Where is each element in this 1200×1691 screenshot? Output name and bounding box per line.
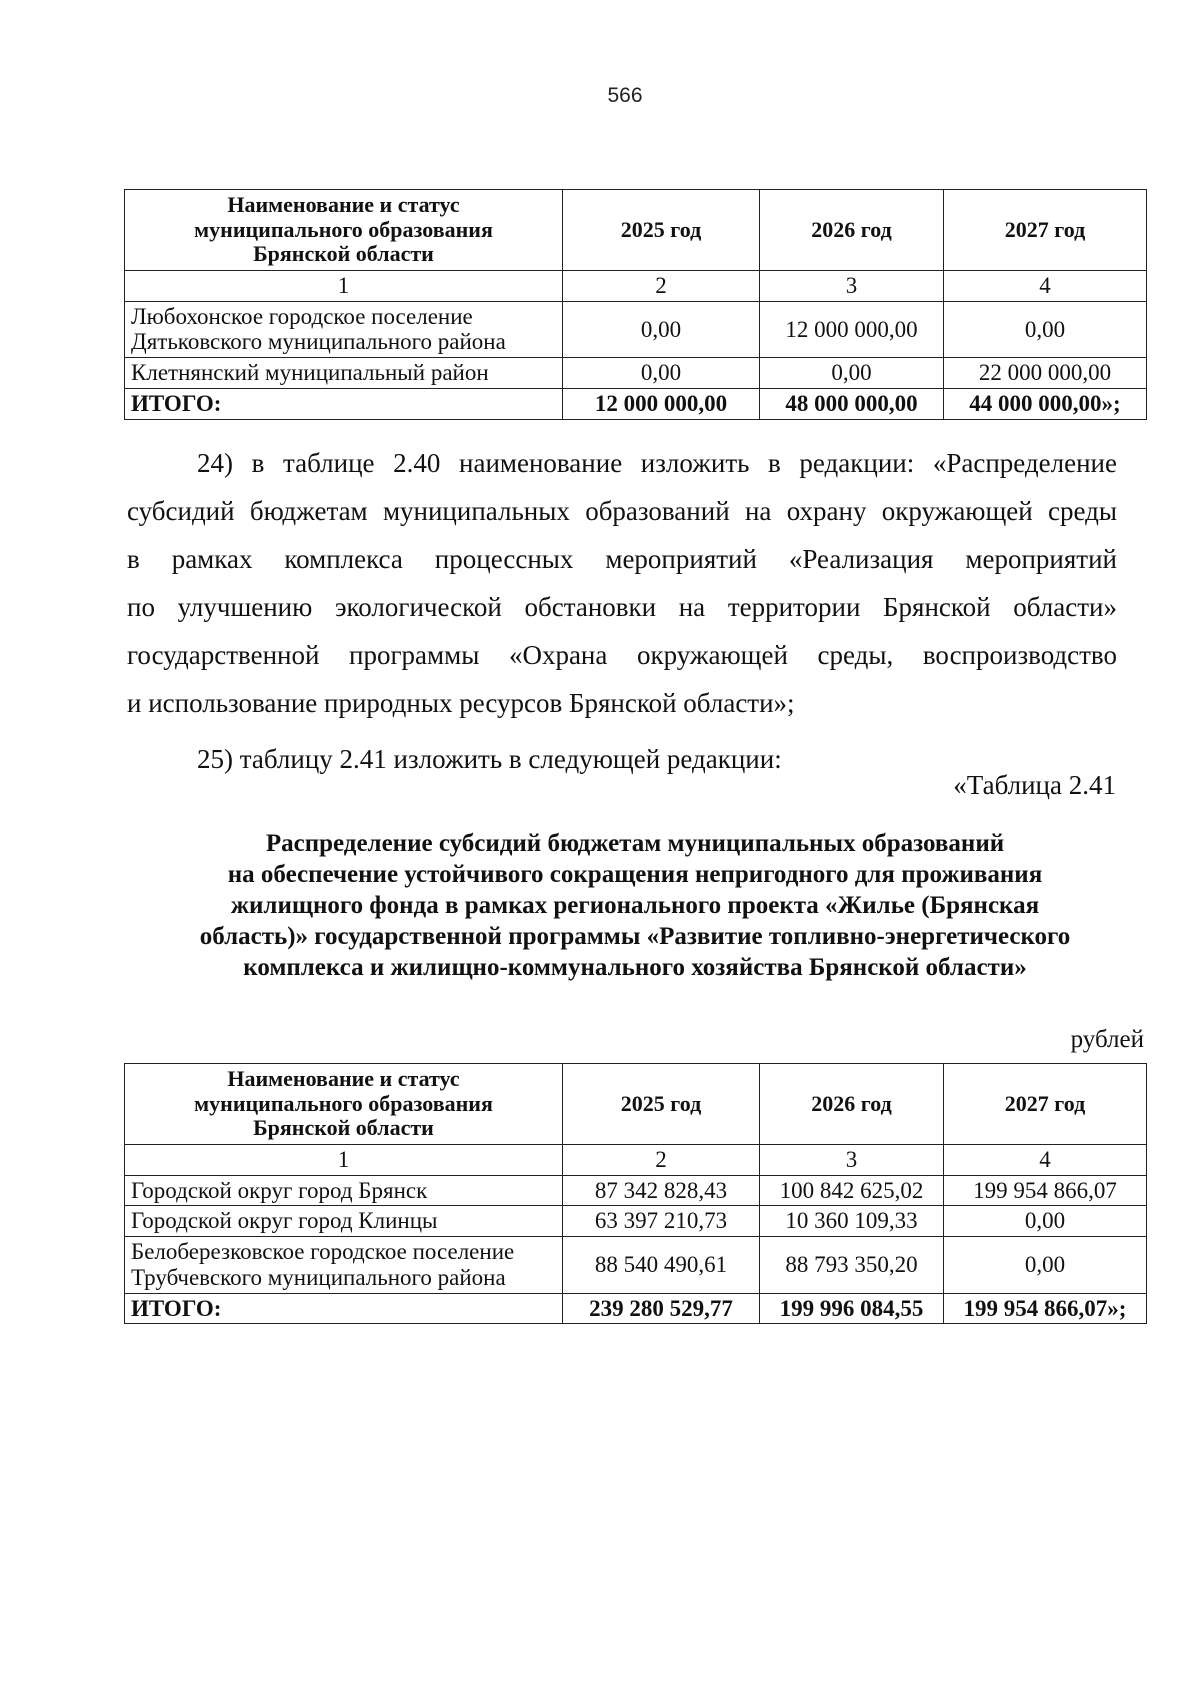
value-2025: 88 540 490,61 <box>563 1237 760 1294</box>
column-index: 3 <box>760 270 944 301</box>
total-2025: 12 000 000,00 <box>563 388 760 419</box>
municipality-name: Белоберезковское городское поселение Трубчевского муниципального района <box>125 1237 563 1294</box>
value-2025: 87 342 828,43 <box>563 1175 760 1206</box>
value-2026: 10 360 109,33 <box>760 1206 944 1237</box>
table-number-label: «Таблица 2.41 <box>953 770 1116 800</box>
column-header-2025: 2025 год <box>563 190 760 271</box>
value-2026: 12 000 000,00 <box>760 301 944 358</box>
column-header-2025: 2025 год <box>563 1064 760 1145</box>
paragraph-line: субсидий бюджетам муниципальных образований на охрану окружающей среды <box>127 496 1117 526</box>
value-2027: 0,00 <box>944 1237 1147 1294</box>
total-2027: 44 000 000,00»; <box>944 388 1147 419</box>
value-2025: 63 397 210,73 <box>563 1206 760 1237</box>
column-header-2027: 2027 год <box>944 190 1147 271</box>
units-label: рублей <box>1070 1026 1144 1053</box>
title-line: область)» государственной программы «Развитие топливно-энергетического <box>199 923 1071 950</box>
total-2026: 199 996 084,55 <box>760 1293 944 1324</box>
paragraph-line: и использование природных ресурсов Брянской области»; <box>127 688 795 718</box>
municipality-name: Клетнянский муниципальный район <box>125 358 563 389</box>
paragraph-24 <box>127 439 1117 727</box>
column-index: 2 <box>563 1144 760 1175</box>
total-row <box>125 388 1147 419</box>
value-2026: 0,00 <box>760 358 944 389</box>
column-index: 3 <box>760 1144 944 1175</box>
title-line: Распределение субсидий бюджетам муниципальных образований <box>265 830 1005 857</box>
table-row <box>125 1206 1147 1237</box>
table-2-40-continuation <box>124 189 1147 420</box>
column-header-name: Наименование и статус муниципального образования Брянской области <box>125 1064 563 1145</box>
table-header-row <box>125 190 1147 271</box>
column-header-2026: 2026 год <box>760 1064 944 1145</box>
column-index: 2 <box>563 270 760 301</box>
column-index: 1 <box>125 270 563 301</box>
total-2026: 48 000 000,00 <box>760 388 944 419</box>
paragraph-line: по улучшению экологической обстановки на территории Брянской области» <box>127 592 1117 622</box>
value-2027: 22 000 000,00 <box>944 358 1147 389</box>
column-index-row <box>125 1144 1147 1175</box>
total-row <box>125 1293 1147 1324</box>
value-2027: 0,00 <box>944 301 1147 358</box>
title-line: жилищного фонда в рамках регионального проекта «Жилье (Брянская <box>230 892 1040 919</box>
municipality-name: Любохонское городское поселение Дятьковского муниципального района <box>125 301 563 358</box>
column-index: 4 <box>944 1144 1147 1175</box>
column-index: 1 <box>125 1144 563 1175</box>
municipality-name: Городской округ город Брянск <box>125 1175 563 1206</box>
title-line: комплекса и жилищно-коммунального хозяйства Брянской области» <box>243 954 1027 981</box>
table-title <box>124 828 1146 983</box>
value-2026: 88 793 350,20 <box>760 1237 944 1294</box>
column-header-name: Наименование и статус муниципального образования Брянской области <box>125 190 563 271</box>
value-2025: 0,00 <box>563 358 760 389</box>
table-header-row <box>125 1064 1147 1145</box>
value-2026: 100 842 625,02 <box>760 1175 944 1206</box>
column-index-row <box>125 270 1147 301</box>
table-2-41 <box>124 1063 1147 1324</box>
paragraph-line: в рамках комплекса процессных мероприятий «Реализация мероприятий <box>127 544 1117 574</box>
total-label: ИТОГО: <box>125 388 563 419</box>
value-2027: 0,00 <box>944 1206 1147 1237</box>
column-header-2026: 2026 год <box>760 190 944 271</box>
paragraph-line: 24) в таблице 2.40 наименование изложить в редакции: «Распределение <box>197 448 1117 478</box>
table-row <box>125 301 1147 358</box>
page-number: 566 <box>607 84 643 107</box>
total-2027: 199 954 866,07»; <box>944 1293 1147 1324</box>
paragraph-line: 25) таблицу 2.41 изложить в следующей редакции: <box>197 744 782 774</box>
municipality-name: Городской округ город Клинцы <box>125 1206 563 1237</box>
total-label: ИТОГО: <box>125 1293 563 1324</box>
value-2025: 0,00 <box>563 301 760 358</box>
table-row <box>125 358 1147 389</box>
title-line: на обеспечение устойчивого сокращения непригодного для проживания <box>227 861 1043 888</box>
table-row <box>125 1175 1147 1206</box>
column-index: 4 <box>944 270 1147 301</box>
paragraph-line: государственной программы «Охрана окружающей среды, воспроизводство <box>127 640 1117 670</box>
value-2027: 199 954 866,07 <box>944 1175 1147 1206</box>
total-2025: 239 280 529,77 <box>563 1293 760 1324</box>
column-header-2027: 2027 год <box>944 1064 1147 1145</box>
table-row <box>125 1237 1147 1294</box>
